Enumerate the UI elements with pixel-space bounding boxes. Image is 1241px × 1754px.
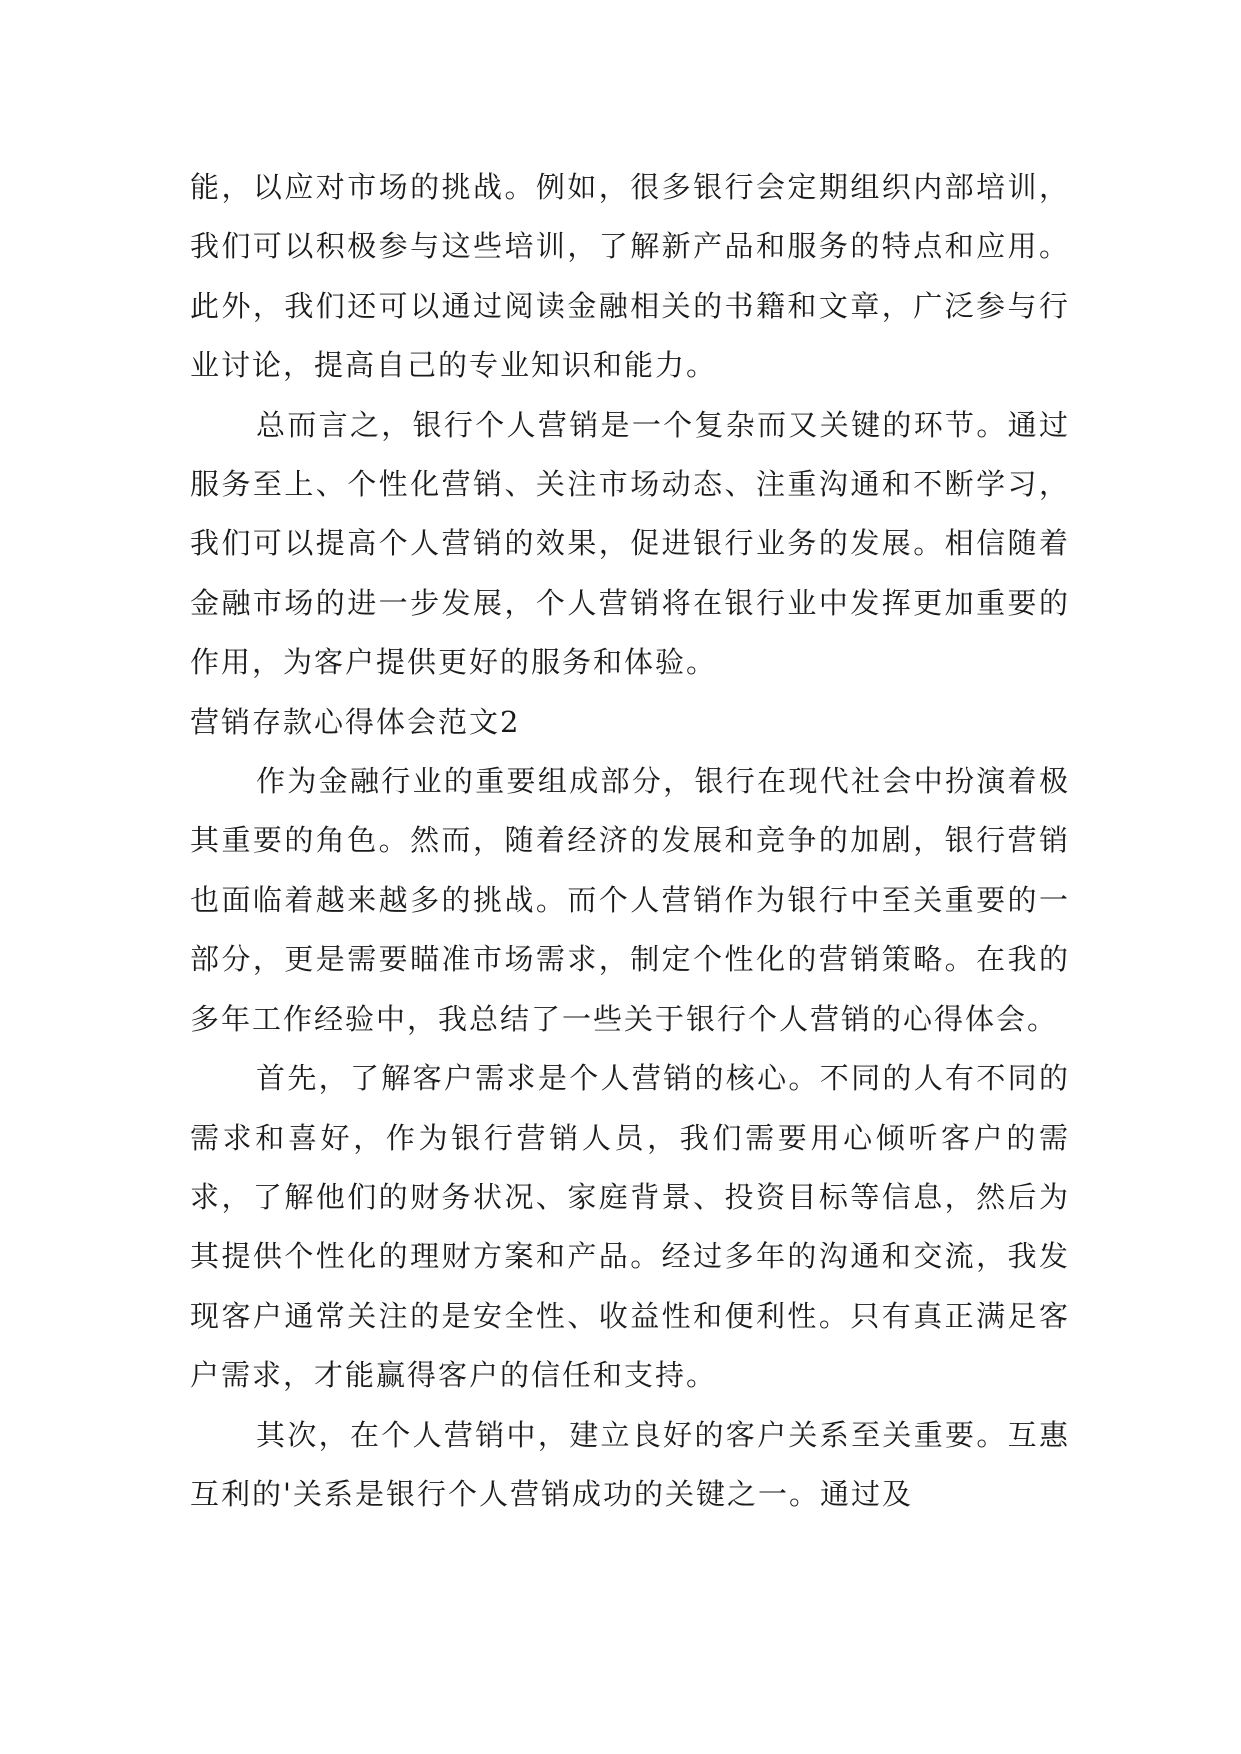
paragraph: 作为金融行业的重要组成部分，银行在现代社会中扮演着极其重要的角色。然而，随着经济的发展和竞争的加剧，银行营销也面临着越来越多的挑战。而个人营销作为银行中至关重要的一部分，更是需要瞄准市场需求，制定个性化的营销策略。在我的多年工作经验中，我总结了一些关于银行个人营销的心得体会。 bbox=[190, 764, 1070, 1036]
paragraph: 能，以应对市场的挑战。例如，很多银行会定期组织内部培训，我们可以积极参与这些培训，了解新产品和服务的特点和应用。此外，我们还可以通过阅读金融相关的书籍和文章，广泛参与行业讨论，提高自己的专业知识和能力。 bbox=[190, 170, 1070, 383]
paragraph: 其次，在个人营销中，建立良好的客户关系至关重要。互惠互利的'关系是银行个人营销成功的关键之一。通过及 bbox=[190, 1417, 1070, 1511]
paragraph: 首先，了解客户需求是个人营销的核心。不同的人有不同的需求和喜好，作为银行营销人员，我们需要用心倾听客户的需求，了解他们的财务状况、家庭背景、投资目标等信息，然后为其提供个性化的理财方案和产品。经过多年的沟通和交流，我发现客户通常关注的是安全性、收益性和便利性。只有真正满足客户需求，才能赢得客户的信任和支持。 bbox=[190, 1061, 1070, 1393]
document-body bbox=[190, 158, 1070, 1524]
paragraph: 总而言之，银行个人营销是一个复杂而又关键的环节。通过服务至上、个性化营销、关注市场动态、注重沟通和不断学习，我们可以提高个人营销的效果，促进银行业务的发展。相信随着金融市场的进一步发展，个人营销将在银行业中发挥更加重要的作用，为客户提供更好的服务和体验。 bbox=[190, 407, 1070, 680]
section-heading: 营销存款心得体会范文2 bbox=[190, 704, 521, 739]
